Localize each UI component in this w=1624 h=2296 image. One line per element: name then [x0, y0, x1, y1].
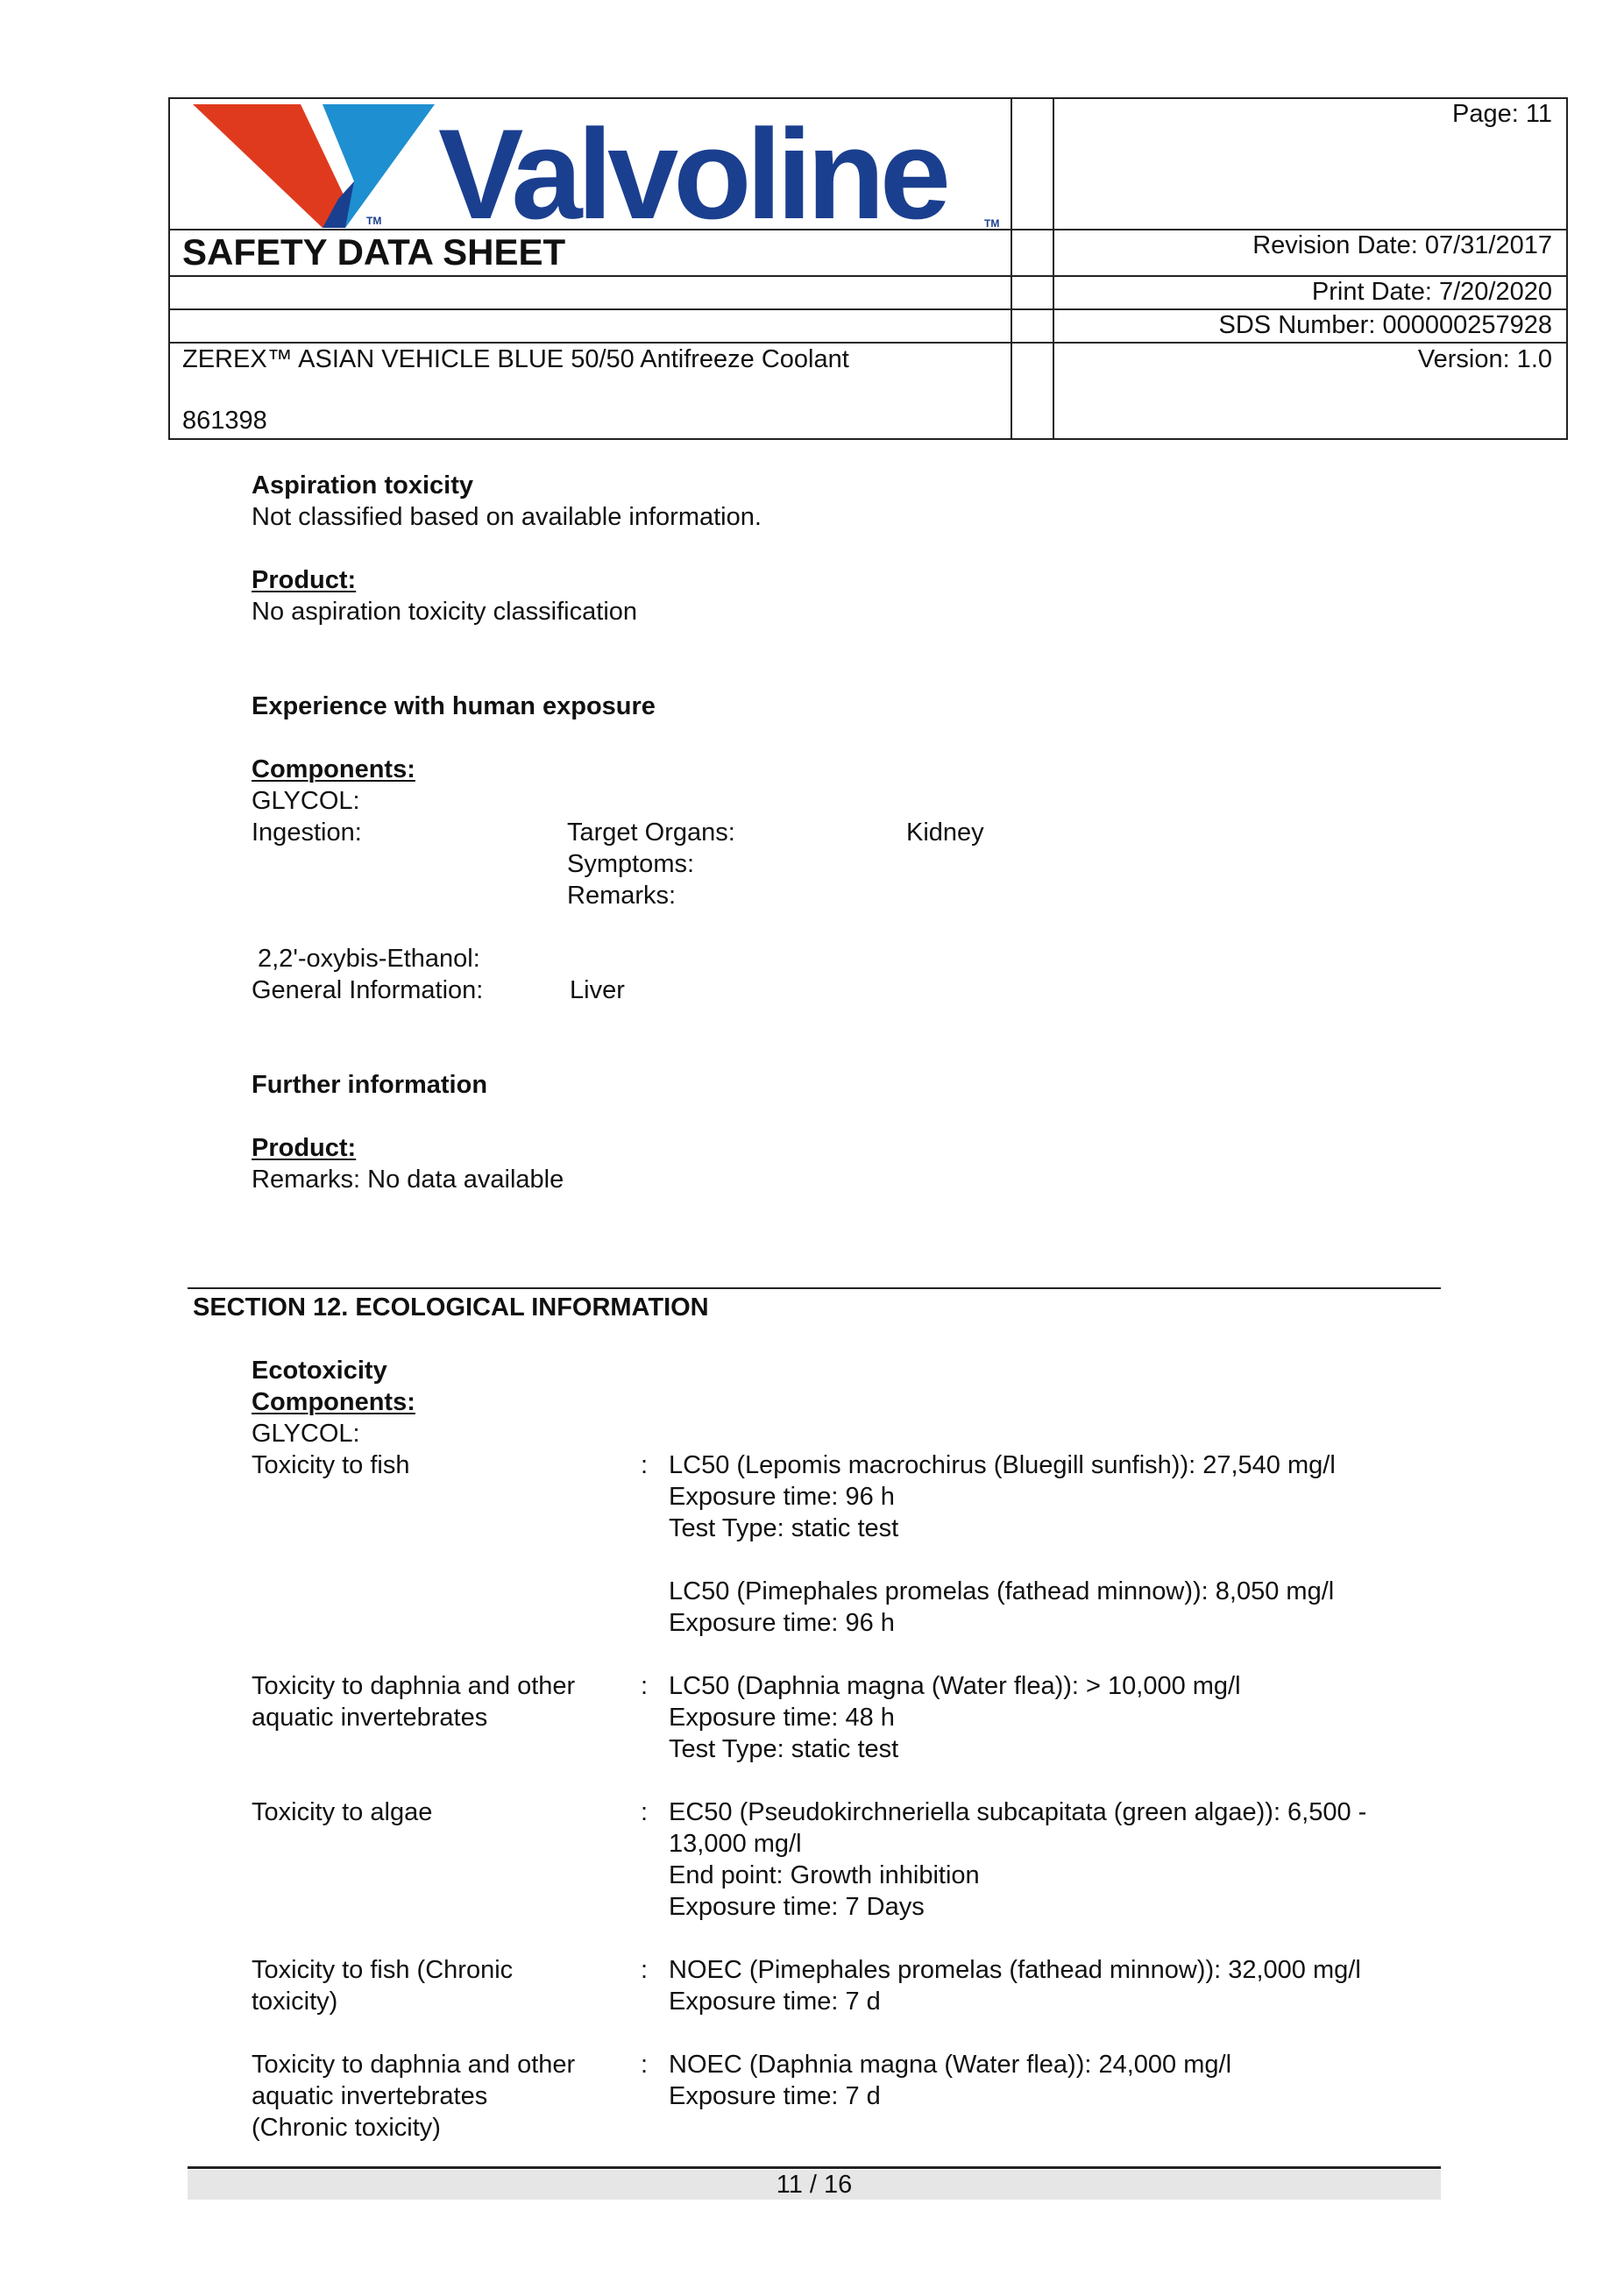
daphnia-chronic-label: aquatic invertebrates	[252, 2082, 488, 2110]
daphnia-colon: :	[641, 1672, 649, 1700]
oxybis-label: 2,2'-oxybis-Ethanol:	[258, 945, 480, 973]
fish-line: Exposure time: 96 h	[669, 1483, 895, 1511]
ingestion-label: Ingestion:	[252, 818, 362, 847]
components-label: Components:	[252, 755, 415, 783]
sds-number: SDS Number: 000000257928	[1218, 311, 1552, 339]
general-info-label: General Information:	[252, 976, 484, 1004]
algae-label: Toxicity to algae	[252, 1798, 433, 1826]
document-title: SAFETY DATA SHEET	[182, 231, 566, 273]
glycol-label: GLYCOL:	[252, 787, 360, 815]
fish-chronic-label: toxicity)	[252, 1988, 338, 2016]
human-exposure-heading: Experience with human exposure	[252, 692, 656, 720]
target-organs-label: Target Organs:	[567, 818, 735, 847]
product-name: ZEREX™ ASIAN VEHICLE BLUE 50/50 Antifreeze Coolant	[182, 345, 849, 373]
version: Version: 1.0	[1417, 345, 1552, 373]
target-organs-value: Kidney	[906, 818, 984, 847]
eco-components-label: Components:	[252, 1388, 415, 1416]
aspiration-product-label: Product:	[252, 566, 357, 594]
further-info-product-label: Product:	[252, 1134, 357, 1162]
algae-line: End point: Growth inhibition	[669, 1861, 980, 1889]
aspiration-heading: Aspiration toxicity	[252, 471, 473, 500]
logo-wordmark: Valvoline	[438, 103, 946, 245]
general-info-value: Liver	[570, 976, 625, 1004]
further-info-remarks: Remarks: No data available	[252, 1166, 564, 1194]
fish-chronic-line: Exposure time: 7 d	[669, 1988, 881, 2016]
algae-colon: :	[641, 1798, 649, 1826]
algae-line: 13,000 mg/l	[669, 1830, 802, 1858]
revision-date: Revision Date: 07/31/2017	[1252, 231, 1552, 259]
section12-title: SECTION 12. ECOLOGICAL INFORMATION	[193, 1293, 709, 1322]
daphnia-label: Toxicity to daphnia and other	[252, 1672, 576, 1700]
aspiration-text: Not classified based on available information.	[252, 503, 762, 531]
daphnia-chronic-colon: :	[641, 2051, 649, 2079]
aspiration-product-text: No aspiration toxicity classification	[252, 598, 638, 626]
daphnia-chronic-label: Toxicity to daphnia and other	[252, 2051, 576, 2079]
logo-trademark-2: TM	[984, 217, 1000, 230]
fish-line: LC50 (Lepomis macrochirus (Bluegill sunfish)): 27,540 mg/l	[669, 1451, 1336, 1479]
fish-line: Exposure time: 96 h	[669, 1609, 895, 1637]
page-count: 11 / 16	[776, 2171, 853, 2199]
fish-label: Toxicity to fish	[252, 1451, 410, 1479]
ecotoxicity-heading: Ecotoxicity	[252, 1357, 387, 1385]
logo-trademark: TM	[366, 215, 382, 227]
valvoline-v-icon	[191, 103, 436, 230]
page-label: Page: 11	[1452, 100, 1552, 128]
print-date: Print Date: 7/20/2020	[1311, 278, 1552, 306]
valvoline-logo	[191, 101, 1006, 245]
algae-line: EC50 (Pseudokirchneriella subcapitata (green algae)): 6,500 -	[669, 1798, 1367, 1826]
symptoms-label: Symptoms:	[567, 850, 695, 878]
daphnia-label: aquatic invertebrates	[252, 1704, 488, 1732]
section-divider	[188, 1287, 1441, 1289]
fish-chronic-line: NOEC (Pimephales promelas (fathead minnow)): 32,000 mg/l	[669, 1956, 1361, 1984]
fish-line: Test Type: static test	[669, 1514, 899, 1542]
eco-glycol-label: GLYCOL:	[252, 1420, 360, 1448]
fish-chronic-colon: :	[641, 1956, 649, 1984]
daphnia-chronic-label: (Chronic toxicity)	[252, 2114, 441, 2142]
daphnia-line: LC50 (Daphnia magna (Water flea)): > 10,000 mg/l	[669, 1672, 1241, 1700]
daphnia-chronic-line: NOEC (Daphnia magna (Water flea)): 24,000 mg/l	[669, 2051, 1232, 2079]
daphnia-chronic-line: Exposure time: 7 d	[669, 2082, 881, 2110]
fish-colon: :	[641, 1451, 649, 1479]
algae-line: Exposure time: 7 Days	[669, 1893, 925, 1921]
fish-chronic-label: Toxicity to fish (Chronic	[252, 1956, 514, 1984]
further-info-heading: Further information	[252, 1071, 488, 1099]
product-code: 861398	[182, 407, 267, 435]
fish-line: LC50 (Pimephales promelas (fathead minnow)): 8,050 mg/l	[669, 1577, 1335, 1605]
remarks-label: Remarks:	[567, 882, 677, 910]
daphnia-line: Test Type: static test	[669, 1735, 899, 1763]
daphnia-line: Exposure time: 48 h	[669, 1704, 895, 1732]
